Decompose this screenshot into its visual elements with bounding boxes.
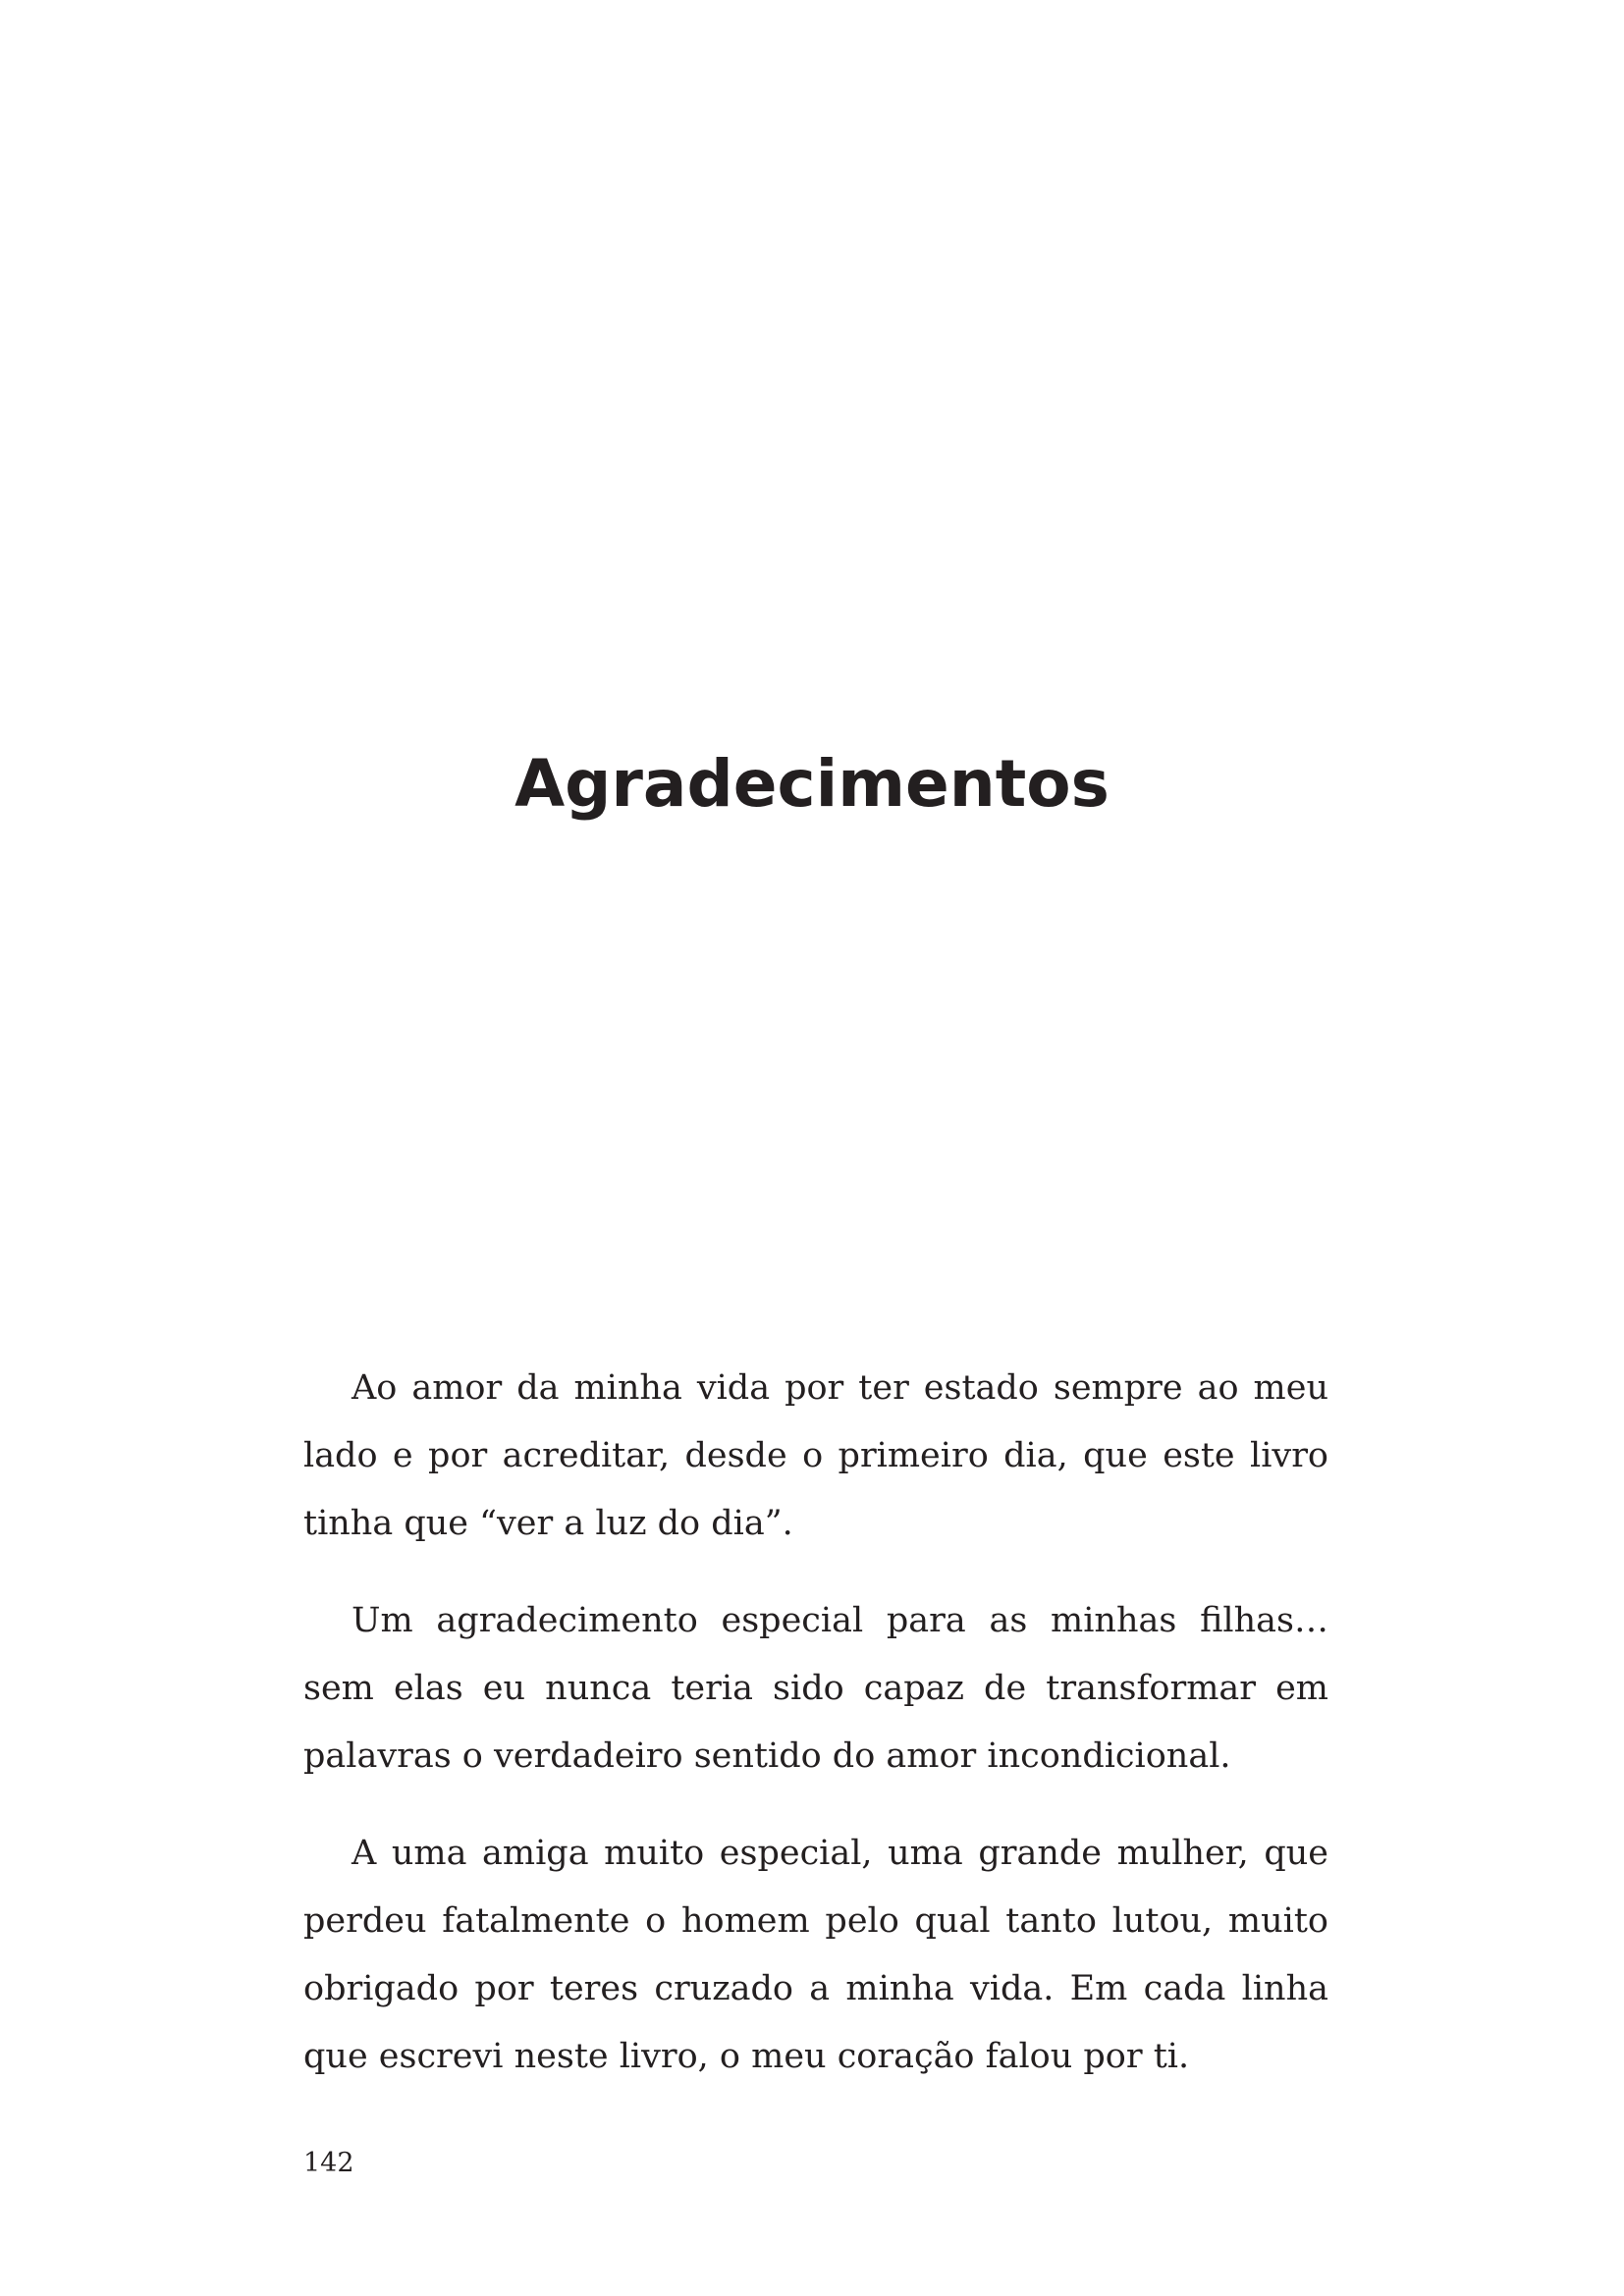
chapter-title: Agradecimentos: [514, 746, 1110, 823]
paragraph-daughters: Um agradecimento especial para as minhas filhas… sem elas eu nunca teria sido capaz de transformar em palavras o verdadeiro sentido do amor incondicional.: [303, 1601, 1328, 1776]
paragraph-love: Ao amor da minha vida por ter estado sempre ao meu lado e por acreditar, desde o primeiro dia, que este livro tinha que “ver a luz do dia”.: [303, 1368, 1328, 1543]
acknowledgements-body: [303, 1355, 1328, 2091]
page-number: 142: [303, 2148, 354, 2178]
paragraph-friend: A uma amiga muito especial, uma grande mulher, que perdeu fatalmente o homem pelo qual tanto lutou, muito obrigado por teres cruzado a minha vida. Em cada linha que escrevi neste livro, o meu coração falou por ti.: [303, 1834, 1328, 2076]
